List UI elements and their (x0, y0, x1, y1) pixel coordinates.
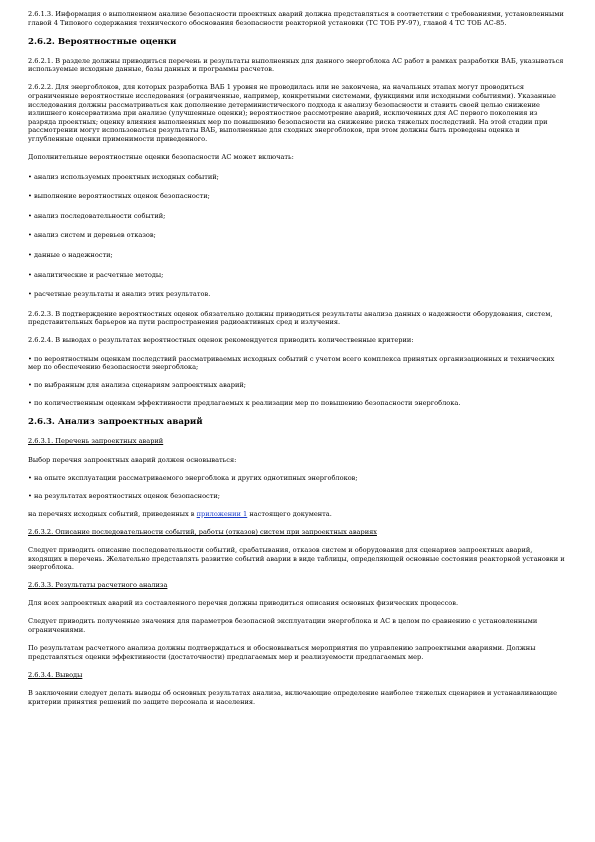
subheading-2-6-3-1: 2.6.3.1. Перечень запроектных аварий (28, 437, 164, 446)
list-item: • расчетные результаты и анализ этих результатов. (28, 290, 211, 299)
link-suffix: настоящего документа. (247, 509, 332, 518)
paragraph-2-6-3-3-a: Для всех запроектных аварий из составленного перечня должны приводиться описания основных физических процессов. (28, 599, 459, 608)
choice-intro: Выбор перечня запроектных аварий должен основываться: (28, 455, 237, 464)
subheading-2-6-3-3: 2.6.3.3. Результаты расчетного анализа (28, 581, 168, 590)
list-item: • анализ используемых проектных исходных событий; (28, 172, 219, 181)
document-body (28, 10, 566, 716)
paragraph-2-6-3-3-c: По результатам расчетного анализа должны подтверждаться и обосновываться мероприятия по управлению запроектными авариями. Должны представляться оценки эффективности (достаточности) предлагаемых мер и реализуемости предлагаемых мер. (28, 644, 536, 661)
criteria-item: • по количественным оценкам эффективности предлагаемых к реализации мер по повышению безопасности энергоблока. (28, 399, 461, 408)
link-prefix: на перечнях исходных событий, приведенных в (28, 509, 197, 518)
list-intro: Дополнительные вероятностные оценки безопасности АС может включать: (28, 153, 294, 162)
section-heading-2-6-2: 2.6.2. Вероятностные оценки (28, 36, 177, 47)
list-item: • анализ систем и деревьев отказов; (28, 231, 156, 240)
paragraph-2-6-1-3: 2.6.1.3. Информация о выполненном анализе безопасности проектных аварий должна представляться в соответствии с требованиями, установленными главой 4 Типового содержания технического обоснования безопасности реакторной установки (ТС ТОБ РУ-97), главой 4 ТС ТОБ АС-85. (28, 10, 564, 27)
paragraph-2-6-2-3: 2.6.2.3. В подтверждение вероятностных оценок обязательно должны приводиться результаты анализа данных о надежности оборудования, систем, представительных барьеров на пути распространения радиоактивных сред и излучения. (28, 309, 553, 327)
choice-item: • на опыте эксплуатации рассматриваемого энергоблока и других однотипных энергоблоков; (28, 473, 358, 482)
choice-item: • на результатах вероятностных оценок безопасности; (28, 491, 221, 500)
paragraph-2-6-2-4: 2.6.2.4. В выводах о результатах вероятностных оценок рекомендуется приводить количественные критерии: (28, 336, 414, 345)
paragraph-2-6-2-1: 2.6.2.1. В разделе должны приводиться перечень и результаты выполненных для данного энергоблока АС работ в рамках разработки ВАБ, указываться используемые исходные данные, базы данных и программы расчетов. (28, 56, 564, 74)
paragraph-2-6-3-4: В заключении следует делать выводы об основных результатах анализа, включающие определение наиболее тяжелых сценариев и устанавливающие критерии принятия решений по защите персонала и населения. (28, 688, 558, 706)
paragraph-2-6-2-2: 2.6.2.2. Для энергоблоков, для которых разработка ВАБ 1 уровня не проводилась или не закончена, на начальных этапах могут проводиться ограниченные вероятностные исследования (ограниченные, например, конкретными системами, функциями или исходными событиями). Указанные исследования должны рассматриваться как дополнение детерминистического подхода к анализу безопасности и ставить своей целью снижение излишнего консерватизма при анализе (улучшенные оценки); вероятностное рассмотрение аварий, исключенных для АС первого поколения из разряда проектных; оценку влияния выполненных мер по повышению безопасности на снижение риска тяжелых последствий. На этой стадии при рассмотрении могут использоваться результаты ВАБ, выполненные для сходных энергоблоков, при этом должны быть проведены оценка и углубленные оценки применимости приведенного. (28, 83, 556, 143)
appendix-reference (28, 510, 566, 519)
list-item: • данные о надежности; (28, 251, 113, 259)
list-item: • аналитические и расчетные методы; (28, 270, 164, 279)
list-item: • анализ последовательности событий; (28, 211, 166, 220)
paragraph-2-6-3-3-b: Следует приводить полученные значения для параметров безопасной эксплуатации энергоблока и АС в целом по сравнению с установленными ограничениями. (28, 617, 538, 635)
subheading-2-6-3-4: 2.6.3.4. Выводы (28, 670, 83, 679)
subheading-2-6-3-2: 2.6.3.2. Описание последовательности событий, работы (отказов) систем при запроектных авариях (28, 527, 377, 536)
criteria-item: • по вероятностным оценкам последствий рассматриваемых исходных событий с учетом всего комплекса принятых организационных и технических мер по обеспечению безопасности энергоблока; (28, 354, 555, 372)
paragraph-2-6-3-2: Следует приводить описание последовательности событий, срабатывания, отказов систем и оборудования для сценариев запроектных аварий, входящих в перечень. Желательно представлять развитие событий аварии в виде таблицы, определяющей основные состояния реакторной установки и энергоблока. (28, 546, 565, 572)
list-item: • выполнение вероятностных оценок безопасности; (28, 192, 210, 201)
criteria-item: • по выбранным для анализа сценариям запроектных аварий; (28, 381, 246, 390)
appendix-1-link[interactable]: приложении 1 (196, 509, 248, 518)
section-heading-2-6-3: 2.6.3. Анализ запроектных аварий (28, 417, 203, 428)
